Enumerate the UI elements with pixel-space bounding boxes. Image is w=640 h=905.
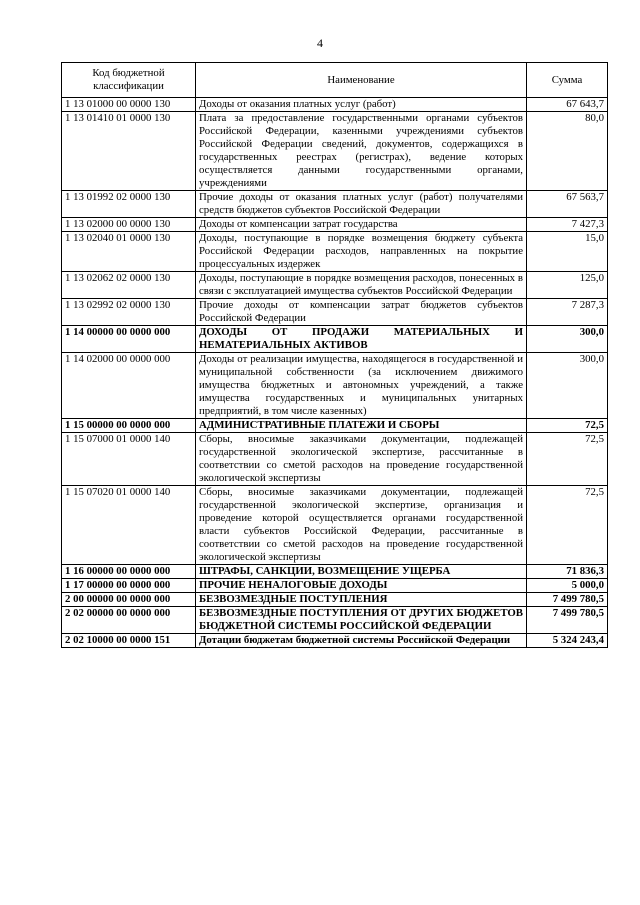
row-code: 1 13 02040 01 0000 130: [62, 232, 196, 272]
header-name: Наименование: [196, 63, 527, 98]
row-code: 1 14 02000 00 0000 000: [62, 353, 196, 419]
row-code: 1 15 07020 01 0000 140: [62, 486, 196, 565]
table-row: [62, 299, 608, 326]
table-row: [62, 232, 608, 272]
row-name: Сборы, вносимые заказчиками документации, подлежащей государственной экологической экспертизе, организация и проведение которой осуществляется органами государственной власти субъектов Российской Федерации, рассчитанные в соответствии со сметой расходов на проведение государственной экологической экспертизы: [196, 486, 527, 565]
row-sum: 7 499 780,5: [527, 607, 608, 634]
row-code: 1 15 07000 01 0000 140: [62, 433, 196, 486]
row-name: Доходы от компенсации затрат государства: [196, 218, 527, 232]
row-code: 1 13 02000 00 0000 130: [62, 218, 196, 232]
row-code: 1 13 02992 02 0000 130: [62, 299, 196, 326]
table-row: [62, 565, 608, 579]
row-sum: 300,0: [527, 326, 608, 353]
row-code: 1 13 01410 01 0000 130: [62, 112, 196, 191]
row-code: 1 16 00000 00 0000 000: [62, 565, 196, 579]
row-code: 1 13 02062 02 0000 130: [62, 272, 196, 299]
row-sum: 72,5: [527, 419, 608, 433]
header-sum: Сумма: [527, 63, 608, 98]
table-row: [62, 419, 608, 433]
table-row: [62, 112, 608, 191]
row-sum: 5 000,0: [527, 579, 608, 593]
table-row: [62, 607, 608, 634]
row-name: Прочие доходы от компенсации затрат бюджетов субъектов Российской Федерации: [196, 299, 527, 326]
table-header-row: [62, 63, 608, 98]
row-name: Прочие доходы от оказания платных услуг (работ) получателями средств бюджетов субъектов Российской Федерации: [196, 191, 527, 218]
row-code: 1 15 00000 00 0000 000: [62, 419, 196, 433]
table-row: [62, 218, 608, 232]
table-row: [62, 326, 608, 353]
row-sum: 80,0: [527, 112, 608, 191]
table-row: [62, 353, 608, 419]
row-name: ШТРАФЫ, САНКЦИИ, ВОЗМЕЩЕНИЕ УЩЕРБА: [196, 565, 527, 579]
row-code: 1 13 01992 02 0000 130: [62, 191, 196, 218]
row-sum: 67 643,7: [527, 98, 608, 112]
row-code: 1 13 01000 00 0000 130: [62, 98, 196, 112]
row-name: ПРОЧИЕ НЕНАЛОГОВЫЕ ДОХОДЫ: [196, 579, 527, 593]
header-code: Код бюджетной классификации: [62, 63, 196, 98]
row-code: 1 14 00000 00 0000 000: [62, 326, 196, 353]
table-row: [62, 486, 608, 565]
row-name: Дотации бюджетам бюджетной системы Российской Федерации: [196, 634, 527, 648]
page-number: 4: [317, 36, 323, 50]
table-row: [62, 593, 608, 607]
row-sum: 300,0: [527, 353, 608, 419]
row-sum: 72,5: [527, 486, 608, 565]
row-name: Доходы от реализации имущества, находящегося в государственной и муниципальной собственности (за исключением движимого имущества бюджетных и автономных учреждений, а также имущества государственных и муниципальных унитарных предприятий, в том числе казенных): [196, 353, 527, 419]
budget-revenue-table: [61, 62, 608, 648]
row-name: БЕЗВОЗМЕЗДНЫЕ ПОСТУПЛЕНИЯ ОТ ДРУГИХ БЮДЖЕТОВ БЮДЖЕТНОЙ СИСТЕМЫ РОССИЙСКОЙ ФЕДЕРАЦИИ: [196, 607, 527, 634]
row-sum: 7 287,3: [527, 299, 608, 326]
row-name: ДОХОДЫ ОТ ПРОДАЖИ МАТЕРИАЛЬНЫХ И НЕМАТЕРИАЛЬНЫХ АКТИВОВ: [196, 326, 527, 353]
row-sum: 5 324 243,4: [527, 634, 608, 648]
row-sum: 7 427,3: [527, 218, 608, 232]
row-sum: 72,5: [527, 433, 608, 486]
row-sum: 15,0: [527, 232, 608, 272]
table-row: [62, 634, 608, 648]
row-sum: 71 836,3: [527, 565, 608, 579]
row-name: БЕЗВОЗМЕЗДНЫЕ ПОСТУПЛЕНИЯ: [196, 593, 527, 607]
row-code: 2 02 10000 00 0000 151: [62, 634, 196, 648]
row-name: Сборы, вносимые заказчиками документации, подлежащей государственной экологической экспертизе, рассчитанные в соответствии со сметой расходов на проведение государственной экологической экспертизы: [196, 433, 527, 486]
table-row: [62, 98, 608, 112]
table-body: [62, 98, 608, 648]
row-name: Доходы, поступающие в порядке возмещения бюджету субъекта Российской Федерации расходов, направленных на покрытие процессуальных издержек: [196, 232, 527, 272]
table-row: [62, 433, 608, 486]
row-name: Доходы, поступающие в порядке возмещения расходов, понесенных в связи с эксплуатацией имущества субъектов Российской Федерации: [196, 272, 527, 299]
row-sum: 125,0: [527, 272, 608, 299]
table-row: [62, 579, 608, 593]
row-sum: 67 563,7: [527, 191, 608, 218]
row-name: Плата за предоставление государственными органами субъектов Российской Федерации, казенными учреждениями субъектов Российской Федерации сведений, документов, содержащихся в государственных реестрах (регистрах), ведение которых осуществляется данными государственными органами, учреждениями: [196, 112, 527, 191]
row-code: 2 00 00000 00 0000 000: [62, 593, 196, 607]
row-code: 1 17 00000 00 0000 000: [62, 579, 196, 593]
table-row: [62, 191, 608, 218]
row-code: 2 02 00000 00 0000 000: [62, 607, 196, 634]
row-sum: 7 499 780,5: [527, 593, 608, 607]
table-row: [62, 272, 608, 299]
row-name: Доходы от оказания платных услуг (работ): [196, 98, 527, 112]
row-name: АДМИНИСТРАТИВНЫЕ ПЛАТЕЖИ И СБОРЫ: [196, 419, 527, 433]
